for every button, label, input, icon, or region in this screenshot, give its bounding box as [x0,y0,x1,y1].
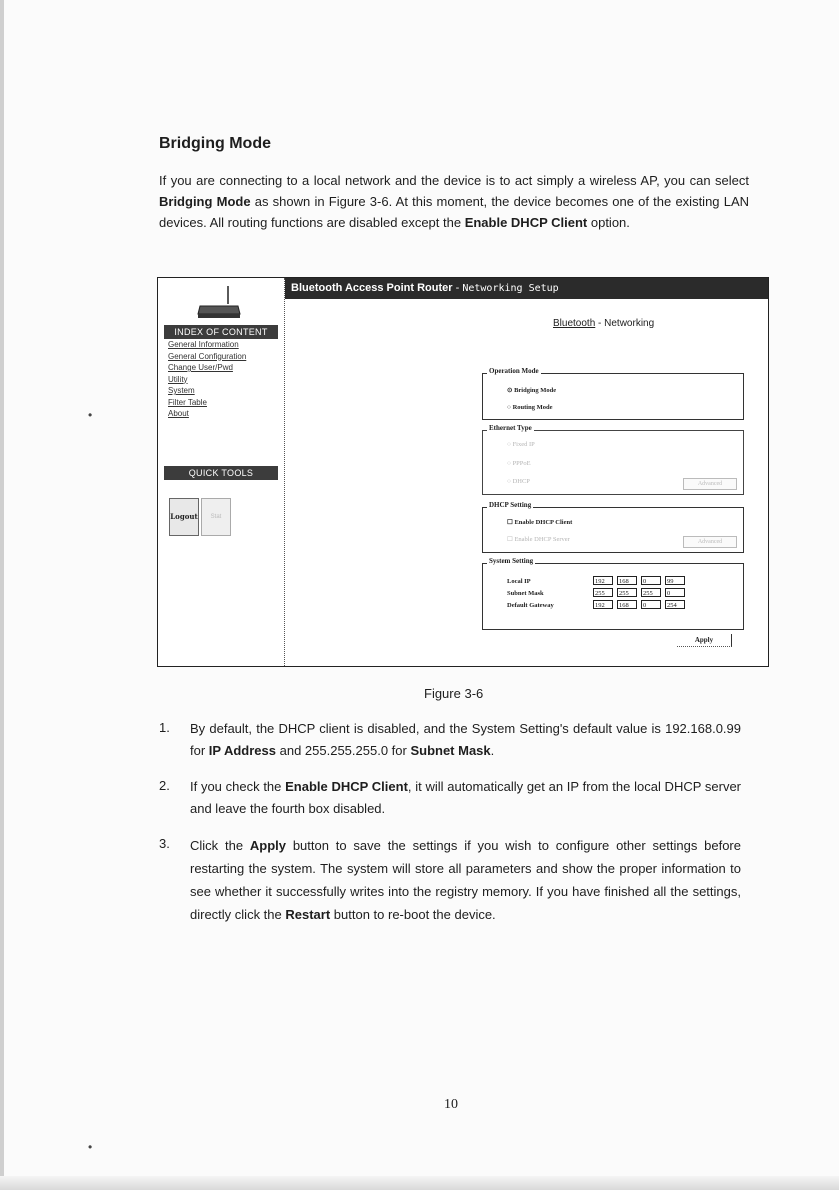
sidebar-divider [284,278,285,666]
nav-link-utility[interactable]: Utility [168,374,188,384]
nav-link-about[interactable]: About [168,409,189,418]
list-number: 3. [159,836,170,851]
router-title-bar: Bluetooth Access Point Router - Networking Setup [285,278,768,299]
sidebar-nav [168,339,246,420]
default-gateway-octet-2[interactable]: 168 [617,600,637,609]
fixed-ip-radio[interactable]: ○ Fixed IP [507,441,535,448]
operation-mode-group [482,367,744,420]
apply-button[interactable]: Apply [677,634,732,647]
router-icon [196,284,242,320]
system-setting-legend: System Setting [489,557,534,565]
operation-mode-legend: Operation Mode [489,367,539,375]
dhcp-setting-group [482,501,744,553]
local-ip-label: Local IP [507,578,531,585]
scan-speck: • [88,408,93,422]
scan-speck: • [88,1140,93,1154]
list-number: 2. [159,778,170,793]
pppoe-radio[interactable]: ○ PPPoE [507,460,531,467]
default-gateway-label: Default Gateway [507,602,554,609]
subnet-mask-octet-1[interactable]: 255 [593,588,613,597]
section-heading: Bridging Mode [159,135,271,152]
ethernet-advanced-button[interactable]: Advanced [683,478,737,490]
nav-link-system[interactable]: System [168,386,195,395]
ethernet-type-legend: Ethernet Type [489,424,532,432]
subnet-mask-octet-2[interactable]: 255 [617,588,637,597]
scan-left-edge [0,0,4,1190]
local-ip-octet-2[interactable]: 168 [617,576,637,585]
default-gateway-octet-1[interactable]: 192 [593,600,613,609]
stat-button[interactable]: Stat [201,498,231,536]
nav-link-filter-table[interactable]: Filter Table [168,397,207,407]
routing-mode-radio[interactable]: ○ Routing Mode [507,404,553,411]
dhcp-radio[interactable]: ○ DHCP [507,478,530,485]
subnet-mask-octet-4[interactable]: 0 [665,588,685,597]
local-ip-octet-1[interactable]: 192 [593,576,613,585]
scan-bottom-edge [0,1176,839,1190]
networking-page-title: Bluetooth - Networking [553,318,655,329]
subnet-mask-octet-3[interactable]: 255 [641,588,661,597]
local-ip-octet-3[interactable]: 0 [641,576,661,585]
nav-link-general-configuration[interactable]: General Configuration [168,351,247,361]
bluetooth-link[interactable]: Bluetooth [553,318,596,329]
list-text: If you check the Enable DHCP Client, it will automatically get an IP from the local DHCP server and leave the fourth box disabled. [190,779,741,816]
intro-paragraph: If you are connecting to a local network and the device is to act simply a wireless AP, you can select Bridging Mode as shown in Figure 3-6. At this moment, the device becomes one of the existing LAN devices. All routing functions are disabled except the Enable DHCP Client option. [159,173,749,230]
default-gateway-octet-4[interactable]: 254 [665,600,685,609]
system-setting-group [482,557,744,630]
enable-dhcp-server-checkbox[interactable]: ☐ Enable DHCP Server [507,536,570,543]
index-of-content-header: INDEX OF CONTENT [164,325,278,339]
nav-link-general-information[interactable]: General Information [168,340,239,349]
subnet-mask-label: Subnet Mask [507,590,544,597]
nav-link-change-user-pwd[interactable]: Change User/Pwd [168,363,233,372]
default-gateway-octet-3[interactable]: 0 [641,600,661,609]
list-text: Click the Apply button to save the settings if you wish to configure other settings before restarting the system. The system will store all parameters and show the proper information to see whether it successfully writes into the registry memory. If you have finished all the settings, directly click the Restart button to re-boot the device. [190,838,741,922]
logout-button[interactable]: Logout [169,498,199,536]
enable-dhcp-client-checkbox[interactable]: ☐ Enable DHCP Client [507,519,573,526]
figure-caption: Figure 3-6 [424,686,484,701]
quick-tools-header: QUICK TOOLS [164,466,278,480]
local-ip-octet-4[interactable]: 99 [665,576,685,585]
page-number: 10 [444,1097,458,1112]
list-text: By default, the DHCP client is disabled, and the System Setting's default value is 192.168.0.99 for IP Address and 255.255.255.0 for Subnet Mask. [190,721,741,758]
ethernet-type-group [482,424,744,495]
figure-screenshot [157,277,769,667]
dhcp-advanced-button[interactable]: Advanced [683,536,737,548]
list-number: 1. [159,720,170,735]
dhcp-setting-legend: DHCP Setting [489,501,532,509]
bridging-mode-radio[interactable]: ⊙ Bridging Mode [507,387,557,394]
